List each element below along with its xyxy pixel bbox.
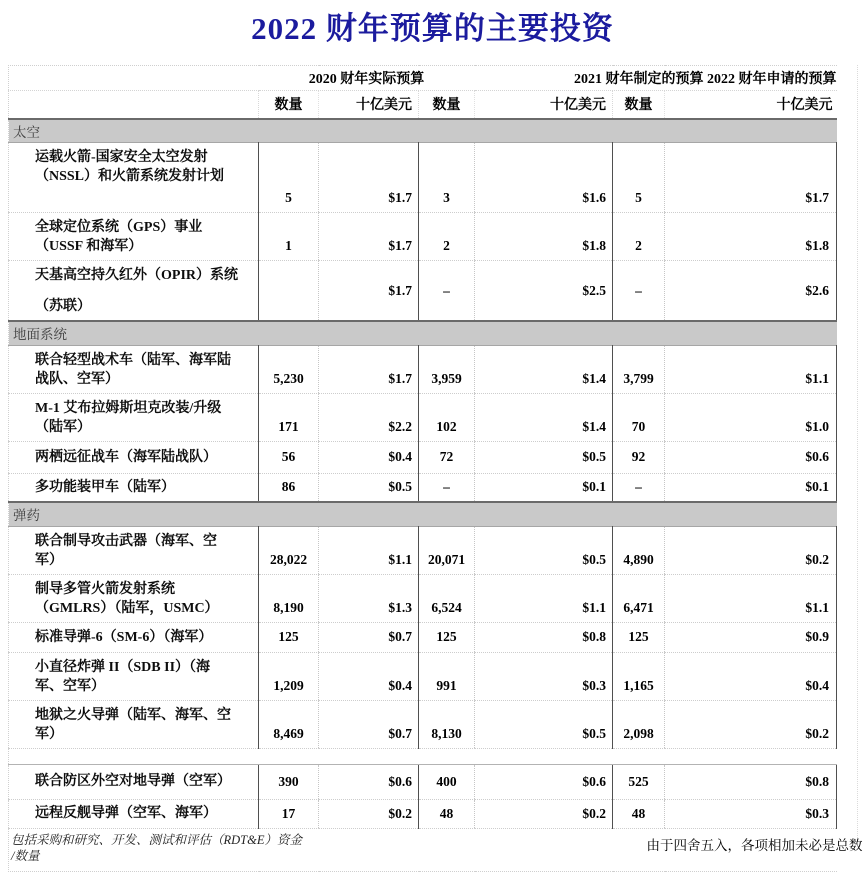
quantity-cell: 1 (259, 213, 319, 261)
col-header-qty-2021: 数量 (419, 91, 475, 119)
row-label: 运载火箭-国家安全太空发射 （NSSL）和火箭系统发射计划 (9, 143, 259, 213)
amount-cell: $0.5 (475, 441, 613, 473)
footnote-right-text: 由于四舍五入，各项相加未必是总数 (646, 837, 863, 853)
row-label: 多功能装甲车（陆军） (9, 473, 259, 502)
quantity-cell: 8,130 (419, 700, 475, 748)
amount-cell: $0.2 (475, 799, 613, 828)
row-label: 联合防区外空对地导弹（空军） (9, 764, 259, 799)
spacer-row (9, 748, 837, 764)
quantity-cell: 991 (419, 652, 475, 700)
row-label: 远程反舰导弹（空军、海军） (9, 799, 259, 828)
table-header (9, 66, 837, 119)
amount-cell: $1.1 (475, 574, 613, 622)
amount-cell: $1.0 (665, 393, 837, 441)
quantity-cell: 56 (259, 441, 319, 473)
col-header-qty-2022: 数量 (613, 91, 665, 119)
page-title: 2022 财年预算的主要投资 (251, 11, 614, 46)
row-label: 小直径炸弹 II（SDB II）（海 军、空军） (9, 652, 259, 700)
amount-cell: $0.1 (475, 473, 613, 502)
row-label: M-1 艾布拉姆斯坦克改装/升级 （陆军） (9, 393, 259, 441)
col-header-billions-2021: 十亿美元 (475, 91, 613, 119)
quantity-cell: 72 (419, 441, 475, 473)
amount-cell: $2.5 (475, 261, 613, 322)
budget-table (8, 65, 863, 872)
quantity-cell: 1,209 (259, 652, 319, 700)
quantity-cell: 8,469 (259, 700, 319, 748)
amount-cell: $1.7 (319, 345, 419, 393)
header-group-2020: 2020 财年实际预算 (259, 66, 475, 91)
table-row (9, 441, 837, 473)
amount-cell: $0.9 (665, 622, 837, 652)
quantity-cell: 125 (419, 622, 475, 652)
quantity-cell: 400 (419, 764, 475, 799)
quantity-cell: 3 (419, 143, 475, 213)
amount-cell: $1.8 (475, 213, 613, 261)
table-row (9, 261, 837, 322)
quantity-cell: 2 (419, 213, 475, 261)
footnote-left (9, 828, 319, 871)
quantity-cell: 2,098 (613, 700, 665, 748)
table-row (9, 393, 837, 441)
quantity-cell: 125 (259, 622, 319, 652)
header-empty-cell (9, 91, 259, 119)
amount-cell: $0.5 (319, 473, 419, 502)
quantity-cell: 17 (259, 799, 319, 828)
section-header-label: 弹药 (9, 502, 837, 526)
quantity-cell: 48 (419, 799, 475, 828)
spacer-cell (9, 748, 837, 764)
amount-cell: $0.4 (319, 652, 419, 700)
quantity-cell: 5,230 (259, 345, 319, 393)
amount-cell: $0.5 (475, 526, 613, 574)
quantity-cell: 28,022 (259, 526, 319, 574)
quantity-cell: 20,071 (419, 526, 475, 574)
quantity-cell: – (613, 261, 665, 322)
section-header-label: 太空 (9, 119, 837, 143)
quantity-cell: – (613, 473, 665, 502)
row-label: 全球定位系统（GPS）事业 （USSF 和海军） (9, 213, 259, 261)
footnote-row (9, 828, 837, 871)
amount-cell: $1.1 (665, 574, 837, 622)
col-header-billions-2022: 十亿美元 (665, 91, 837, 119)
footnote-right (319, 828, 863, 871)
amount-cell: $0.6 (319, 764, 419, 799)
amount-cell: $0.7 (319, 622, 419, 652)
amount-cell: $0.3 (665, 799, 837, 828)
amount-cell: $0.3 (475, 652, 613, 700)
table-row (9, 526, 837, 574)
table-row (9, 652, 837, 700)
amount-cell: $1.6 (475, 143, 613, 213)
amount-cell: $2.2 (319, 393, 419, 441)
table-row (9, 213, 837, 261)
section-header-row (9, 119, 837, 143)
table-body (9, 119, 837, 829)
table-footer (9, 828, 863, 871)
quantity-cell: 4,890 (613, 526, 665, 574)
section-header-row (9, 321, 837, 345)
row-label: 天基高空持久红外（OPIR）系统 （苏联） (9, 261, 259, 322)
quantity-cell: 6,471 (613, 574, 665, 622)
amount-cell: $1.8 (665, 213, 837, 261)
quantity-cell: 3,799 (613, 345, 665, 393)
quantity-cell: 5 (259, 143, 319, 213)
quantity-cell: 8,190 (259, 574, 319, 622)
amount-cell: $0.5 (475, 700, 613, 748)
quantity-cell: 390 (259, 764, 319, 799)
amount-cell: $0.8 (475, 622, 613, 652)
header-group-2021-2022: 2021 财年制定的预算 2022 财年申请的预算 (475, 66, 837, 91)
row-label: 地狱之火导弹（陆军、海军、空 军） (9, 700, 259, 748)
section-header-label: 地面系统 (9, 321, 837, 345)
quantity-cell: 6,524 (419, 574, 475, 622)
amount-cell: $1.7 (665, 143, 837, 213)
section-header-row (9, 502, 837, 526)
amount-cell: $0.2 (665, 526, 837, 574)
col-header-billions-2020: 十亿美元 (319, 91, 419, 119)
row-label: 标准导弹-6（SM-6）（海军） (9, 622, 259, 652)
amount-cell: $0.4 (319, 441, 419, 473)
quantity-cell: 2 (613, 213, 665, 261)
quantity-cell: – (419, 261, 475, 322)
amount-cell: $1.4 (475, 345, 613, 393)
quantity-cell: – (419, 473, 475, 502)
table-row (9, 622, 837, 652)
amount-cell: $1.7 (319, 213, 419, 261)
quantity-cell: 3,959 (419, 345, 475, 393)
table-row (9, 574, 837, 622)
table-row (9, 143, 837, 213)
amount-cell: $2.6 (665, 261, 837, 322)
amount-cell: $0.2 (665, 700, 837, 748)
quantity-cell: 125 (613, 622, 665, 652)
quantity-cell: 102 (419, 393, 475, 441)
quantity-cell: 92 (613, 441, 665, 473)
footnote-left-line2: /数量 (11, 848, 40, 863)
footnote-left-line1: 包括采购和研究、开发、测试和评估（RDT&E）资金 (11, 832, 302, 847)
amount-cell: $1.4 (475, 393, 613, 441)
amount-cell: $1.7 (319, 261, 419, 322)
table-row (9, 345, 837, 393)
amount-cell: $0.6 (665, 441, 837, 473)
quantity-cell (259, 261, 319, 322)
quantity-cell: 5 (613, 143, 665, 213)
quantity-cell: 70 (613, 393, 665, 441)
scan-gridline-artifact (857, 65, 858, 838)
amount-cell: $0.2 (319, 799, 419, 828)
row-label: 联合轻型战术车（陆军、海军陆 战队、空军） (9, 345, 259, 393)
amount-cell: $0.6 (475, 764, 613, 799)
quantity-cell: 86 (259, 473, 319, 502)
header-columns-row (9, 91, 837, 119)
table-row (9, 473, 837, 502)
amount-cell: $0.1 (665, 473, 837, 502)
row-label: 制导多管火箭发射系统 （GMLRS）（陆军，USMC） (9, 574, 259, 622)
row-label: 两栖远征战车（海军陆战队） (9, 441, 259, 473)
amount-cell: $1.3 (319, 574, 419, 622)
table-row (9, 764, 837, 799)
amount-cell: $1.7 (319, 143, 419, 213)
header-group-row (9, 66, 837, 91)
quantity-cell: 1,165 (613, 652, 665, 700)
table-row (9, 700, 837, 748)
row-label: 联合制导攻击武器（海军、空 军） (9, 526, 259, 574)
col-header-qty-2020: 数量 (259, 91, 319, 119)
amount-cell: $0.4 (665, 652, 837, 700)
quantity-cell: 48 (613, 799, 665, 828)
quantity-cell: 171 (259, 393, 319, 441)
table-row (9, 799, 837, 828)
amount-cell: $1.1 (319, 526, 419, 574)
amount-cell: $0.7 (319, 700, 419, 748)
amount-cell: $1.1 (665, 345, 837, 393)
amount-cell: $0.8 (665, 764, 837, 799)
header-empty-cell (9, 66, 259, 91)
quantity-cell: 525 (613, 764, 665, 799)
